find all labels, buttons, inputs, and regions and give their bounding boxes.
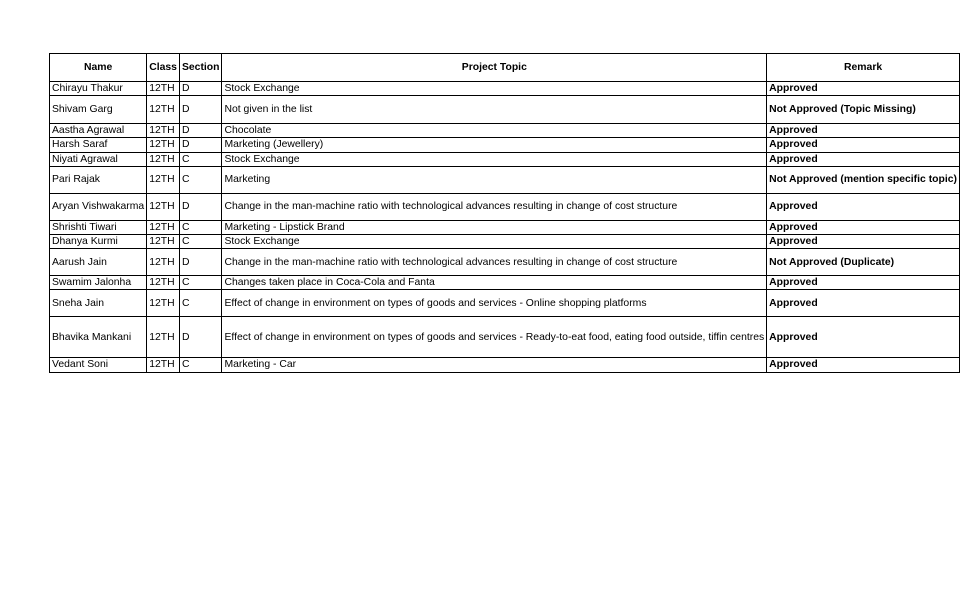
cell-project-topic: Stock Exchange [222,152,767,166]
project-topics-table [49,53,960,373]
cell-class: 12TH [147,82,180,96]
table-row [50,166,960,193]
cell-section: C [179,152,222,166]
cell-section: C [179,358,222,372]
cell-class: 12TH [147,249,180,276]
table-row [50,358,960,372]
cell-section: D [179,82,222,96]
cell-remark: Approved [767,82,960,96]
cell-project-topic: Chocolate [222,124,767,138]
cell-name: Shivam Garg [50,96,147,124]
cell-remark: Approved [767,152,960,166]
cell-remark: Approved [767,193,960,220]
cell-name: Bhavika Mankani [50,317,147,358]
cell-section: C [179,276,222,290]
table-row [50,124,960,138]
cell-class: 12TH [147,358,180,372]
table-body [50,82,960,373]
cell-project-topic: Marketing [222,166,767,193]
cell-project-topic: Marketing - Car [222,358,767,372]
cell-remark: Approved [767,290,960,317]
cell-remark: Approved [767,276,960,290]
cell-project-topic: Marketing (Jewellery) [222,138,767,152]
cell-name: Swamim Jalonha [50,276,147,290]
header-remark: Remark [767,54,960,82]
header-class: Class [147,54,180,82]
cell-class: 12TH [147,152,180,166]
header-project-topic: Project Topic [222,54,767,82]
table-row [50,290,960,317]
header-name: Name [50,54,147,82]
cell-class: 12TH [147,317,180,358]
cell-section: D [179,249,222,276]
cell-project-topic: Effect of change in environment on types of goods and services - Online shopping platforms [222,290,767,317]
table-row [50,193,960,220]
cell-class: 12TH [147,138,180,152]
cell-section: C [179,235,222,249]
table-row [50,96,960,124]
cell-section: D [179,124,222,138]
cell-name: Dhanya Kurmi [50,235,147,249]
cell-name: Harsh Saraf [50,138,147,152]
cell-remark: Approved [767,138,960,152]
cell-class: 12TH [147,235,180,249]
cell-section: C [179,220,222,234]
cell-project-topic: Marketing - Lipstick Brand [222,220,767,234]
cell-class: 12TH [147,166,180,193]
cell-remark: Not Approved (mention specific topic) [767,166,960,193]
cell-project-topic: Changes taken place in Coca-Cola and Fanta [222,276,767,290]
cell-remark: Not Approved (Topic Missing) [767,96,960,124]
cell-section: D [179,193,222,220]
cell-section: C [179,166,222,193]
cell-project-topic: Stock Exchange [222,82,767,96]
cell-class: 12TH [147,124,180,138]
cell-class: 12TH [147,276,180,290]
cell-remark: Not Approved (Duplicate) [767,249,960,276]
cell-name: Aastha Agrawal [50,124,147,138]
cell-name: Vedant Soni [50,358,147,372]
cell-section: D [179,138,222,152]
cell-project-topic: Effect of change in environment on types of goods and services - Ready-to-eat food, eating food outside, tiffin centres [222,317,767,358]
table-row [50,249,960,276]
cell-name: Sneha Jain [50,290,147,317]
cell-name: Aryan Vishwakarma [50,193,147,220]
cell-class: 12TH [147,220,180,234]
cell-name: Pari Rajak [50,166,147,193]
cell-name: Aarush Jain [50,249,147,276]
cell-project-topic: Stock Exchange [222,235,767,249]
table-row [50,138,960,152]
cell-class: 12TH [147,290,180,317]
cell-remark: Approved [767,317,960,358]
table-row [50,82,960,96]
cell-remark: Approved [767,220,960,234]
cell-name: Shrishti Tiwari [50,220,147,234]
cell-section: D [179,96,222,124]
cell-section: D [179,317,222,358]
table-row [50,235,960,249]
cell-remark: Approved [767,235,960,249]
cell-class: 12TH [147,96,180,124]
cell-project-topic: Change in the man-machine ratio with technological advances resulting in change of cost structure [222,193,767,220]
cell-remark: Approved [767,358,960,372]
cell-remark: Approved [767,124,960,138]
cell-name: Niyati Agrawal [50,152,147,166]
header-row [50,54,960,82]
table-row [50,317,960,358]
cell-section: C [179,290,222,317]
table-row [50,220,960,234]
table-row [50,152,960,166]
header-section: Section [179,54,222,82]
cell-class: 12TH [147,193,180,220]
cell-project-topic: Change in the man-machine ratio with technological advances resulting in change of cost structure [222,249,767,276]
cell-project-topic: Not given in the list [222,96,767,124]
cell-name: Chirayu Thakur [50,82,147,96]
table-row [50,276,960,290]
